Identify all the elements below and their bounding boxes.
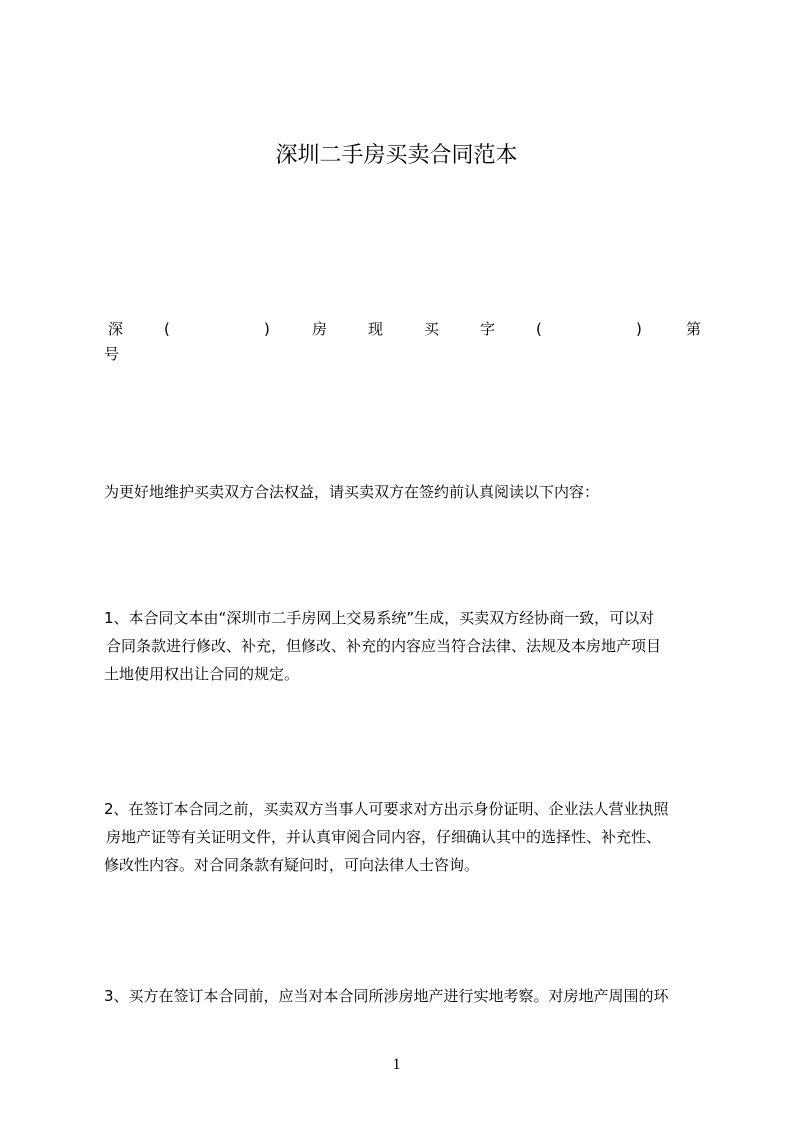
code-paren-open-2: ( [536, 320, 542, 338]
page-number: 1 [392, 1056, 401, 1073]
clause-1-line-1: 1、本合同文本由“深圳市二手房网上交易系统”生成，买卖双方经协商一致，可以对 [104, 609, 655, 627]
clause-1-paragraph [104, 604, 702, 688]
code-char-fang: 房 [312, 320, 328, 338]
code-char-zi: 字 [480, 320, 496, 338]
clause-2-paragraph [104, 795, 702, 879]
clause-2-line-3: 修改性内容。对合同条款有疑问时，可向法律人士咨询。 [104, 856, 480, 874]
clause-1-line-3: 土地使用权出让合同的规定。 [104, 665, 300, 683]
code-char-di: 第 [686, 320, 702, 338]
clause-2-line-1: 2、在签订本合同之前，买卖双方当事人可要求对方出示身份证明、企业法人营业执照 [104, 800, 669, 818]
code-char-xian: 现 [368, 320, 384, 338]
intro-line: 为更好地维护买卖双方合法权益，请买卖双方在签约前认真阅读以下内容： [104, 483, 600, 501]
code-char-shen: 深 [108, 320, 124, 338]
code-char-mai: 买 [424, 320, 440, 338]
code-paren-open-1: ( [164, 320, 170, 338]
clause-3-paragraph [104, 982, 702, 1010]
clause-1-line-2: 合同条款进行修改、补充，但修改、补充的内容应当符合法律、法规及本房地产项目 [106, 637, 662, 655]
code-char-hao: 号 [104, 345, 120, 363]
document-title: 深圳二手房买卖合同范本 [275, 143, 518, 168]
clause-3-line-1: 3、买方在签订本合同前，应当对本合同所涉房地产进行实地考察。对房地产周围的环 [104, 987, 669, 1005]
contract-number-row [104, 318, 702, 340]
clause-2-line-2: 房地产证等有关证明文件，并认真审阅合同内容，仔细确认其中的选择性、补充性、 [106, 828, 662, 846]
code-paren-close-1: ) [264, 320, 270, 338]
code-paren-close-2: ) [636, 320, 642, 338]
intro-paragraph [104, 478, 702, 506]
